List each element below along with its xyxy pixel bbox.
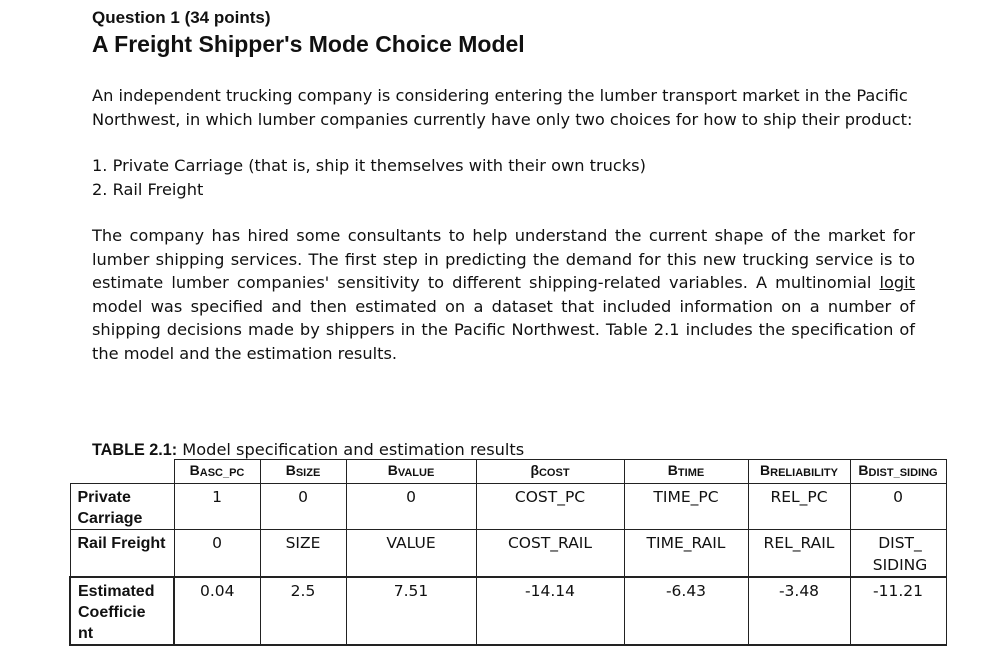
cell: 0	[260, 484, 346, 530]
header-basc-pc: $B_{ASC\_PC}$	[174, 460, 260, 484]
cell: COST_RAIL	[476, 530, 624, 578]
cell: 2.5	[260, 577, 346, 645]
row-label-private-carriage: Private Carriage	[70, 484, 174, 530]
body-text-after: model was specified and then estimated on a dataset that included information on a number of shipping decisions made by shippers in the Pacific Northwest. Table 2.1 includes the specification of the model and the estimation results.	[92, 296, 915, 363]
header-bdist-siding: $B_{DIST\_SIDING}$	[850, 460, 946, 484]
mode-options-list	[92, 154, 922, 202]
row-label-rail-freight: Rail Freight	[70, 530, 174, 578]
cell: COST_PC	[476, 484, 624, 530]
estimation-results-table	[69, 459, 947, 646]
option-private-carriage: 1. Private Carriage (that is, ship it themselves with their own trucks)	[92, 156, 646, 175]
cell: 0	[346, 484, 476, 530]
question-document	[92, 8, 922, 459]
cell: SIZE	[260, 530, 346, 578]
table-caption-text: Model specification and estimation results	[177, 440, 525, 459]
logit-term: logit	[879, 273, 915, 293]
table-row	[70, 484, 946, 530]
body-text-before: The company has hired some consultants to help understand the current shape of the market for lumber shipping services. The first step in predicting the demand for this new trucking service is to estimate lumber companies' sensitivity to different shipping-related variables. A multinomial	[92, 226, 915, 293]
header-bsize: $B_{SIZE}$	[260, 460, 346, 484]
cell: REL_RAIL	[748, 530, 850, 578]
header-btime: $B_{TIME}$	[624, 460, 748, 484]
header-breliability: $B_{RELIABILITY}$	[748, 460, 850, 484]
table-row	[70, 530, 946, 578]
row-label-estimated-coefficient: Estimated Coefficie nt	[70, 577, 174, 645]
cell: VALUE	[346, 530, 476, 578]
header-bvalue: $B_{VALUE}$	[346, 460, 476, 484]
cell: -6.43	[624, 577, 748, 645]
question-label: Question 1 (34 points)	[92, 8, 271, 27]
header-blank-cell	[70, 460, 174, 484]
cell: -14.14	[476, 577, 624, 645]
cell: REL_PC	[748, 484, 850, 530]
cell: 7.51	[346, 577, 476, 645]
question-title: A Freight Shipper's Mode Choice Model	[92, 31, 525, 57]
cell: TIME_PC	[624, 484, 748, 530]
table-row	[70, 577, 946, 645]
table-header-row	[70, 460, 946, 484]
header-bcost: $\beta_{COST}$	[476, 460, 624, 484]
cell: TIME_RAIL	[624, 530, 748, 578]
cell: 1	[174, 484, 260, 530]
table-caption	[92, 440, 524, 460]
body-paragraph	[92, 224, 915, 366]
cell-dist-siding: DIST_ SIDING	[850, 530, 946, 578]
cell: -3.48	[748, 577, 850, 645]
cell: 0	[174, 530, 260, 578]
intro-paragraph: An independent trucking company is considering entering the lumber transport market in the Pacific Northwest, in which lumber companies currently have only two choices for how to ship their product:	[92, 86, 913, 129]
cell: 0.04	[174, 577, 260, 645]
cell: -11.21	[850, 577, 946, 645]
table-caption-label: TABLE 2.1:	[92, 441, 178, 459]
cell: 0	[850, 484, 946, 530]
option-rail-freight: 2. Rail Freight	[92, 180, 204, 199]
